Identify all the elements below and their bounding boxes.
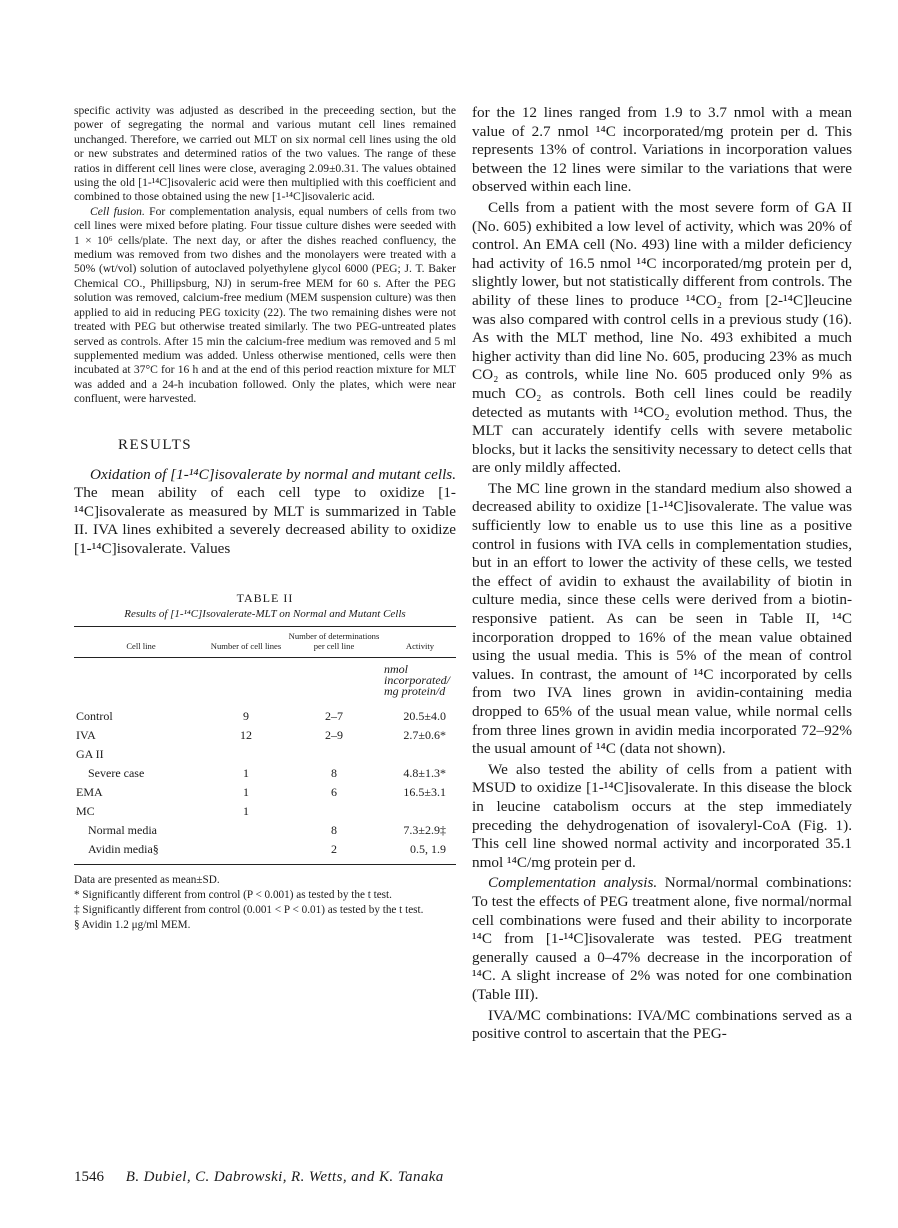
table-footnotes [74,873,456,932]
page-number: 1546 [74,1169,104,1185]
section-subheading: Oxidation of [1-¹⁴C]isovalerate by normal and mutant cells. [90,465,456,483]
row-lines: 1 [243,784,249,799]
body-paragraph: IVA/MC combinations: IVA/MC combinations served as a positive control to ascertain that the PEG- [472,1006,852,1043]
left-column [74,104,456,933]
row-label: GA II [76,746,104,761]
header-number-of-lines: Number of cell lines [210,640,282,651]
row-activity: 7.3±2.9‡ [403,822,446,837]
row-determinations: 8 [331,765,337,780]
table-title: Results of [1-¹⁴C]Isovalerate-MLT on Normal and Mutant Cells [124,607,406,620]
body-text: For complementation analysis, equal numbers of cells from two cell lines were mixed before plating. Four tissue culture dishes were seeded with 1 × 10⁶ cells/plate. The next day, or after the dishes reached confluency, the medium was removed from two dishes and the monolayers were treated with a 50% (wt/vol) solution of autoclaved polyethylene glycol 6000 (PEG; J. T. Baker Chemical CO., Phillipsburg, NJ) in serum-free MEM for 60 s. After the PEG solution was removed, calcium-free medium (MEM suspension culture) was then applied to aid in reducing PEG toxicity (22). The two remaining dishes were not treated with PEG but otherwise treated similarly. The two PEG-untreated plates served as controls. After 15 min the calcium-free medium was removed and 5 ml supplemented medium was added. Unless otherwise mentioned, cells were then incubated at 37°C for 16 h and at the end of this period reaction mixture for MLT was added and a 24-h incubation followed. Only the plates, which were near confluent, were harvested. [74,204,456,406]
complementation-paragraph [472,874,852,1004]
row-activity [384,802,456,821]
cell-fusion-paragraph [74,205,456,407]
body-paragraph: We also tested the ability of cells from a patient with MSUD to oxidize [1-¹⁴C]isovalerate. In this disease the block in leucine catabolism occurs at the step immediately preceding the dehydrogenation of isovaleryl-CoA (Fig. 1). This cell line showed normal activity and incorporated 35.1 nmol ¹⁴C/mg protein per d. [472,760,852,871]
row-label: Control [76,708,113,723]
row-label: EMA [76,784,103,799]
row-label: MC [76,803,95,818]
table-row [74,707,456,726]
row-activity: 20.5±4.0 [403,708,446,723]
row-determinations: 2 [284,840,384,865]
header-cell-line: Cell line [126,640,156,651]
row-label: Severe case [88,765,145,780]
row-label: Normal media [88,822,157,837]
row-activity: 0.5, 1.9 [384,840,456,865]
row-activity: 4.8±1.3* [403,765,446,780]
results-table [74,626,456,865]
table-row [74,783,456,802]
results-heading: RESULTS [118,436,193,453]
header-activity: Activity [405,640,435,651]
activity-unit: nmol incorporated/ mg protein/d [384,661,450,698]
page-footer [74,1169,854,1186]
row-lines [208,840,284,865]
table-row [74,745,456,764]
row-determinations [284,802,384,821]
body-text: The mean ability of each cell type to oxidize [1-¹⁴C]isovalerate as measured by MLT is summarized in Table II. IVA lines exhibited a severely decreased ability to oxidize [1-¹⁴C]isovalerate. Values [74,484,456,557]
row-lines: 9 [243,708,249,723]
body-paragraph: specific activity was adjusted as described in the preceeding section, but the power of segregating the normal and various mutant cell lines remained unchanged. Therefore, we carried out MLT on six normal cell lines using the old or new substrates and determined ratios of the two values. The range of these ratios in different cell lines were close, averaging 2.09±0.31. The values obtained using the old [1-¹⁴C]isovaleric acid were then multiplied with this coefficient and combined to those obtained using the new [1-¹⁴C]isovaleric acid. [74,104,456,204]
body-paragraph: The MC line grown in the standard medium also showed a decreased ability to oxidize [1-¹⁴C]isovalerate. The value was sufficiently low to enable us to use this line as a positive control in fusions with IVA cells in complementation studies, but in an effort to lower the activity of these cells, we tested the effect of avidin to exhaust the availability of biotin in culture media, since these cells were derived from a biotin-responsive patient. As can be seen in Table II, ¹⁴C incorporation dropped to 16% of the mean value obtained using the usual media. This is 5% of the mean of control values. In contrast, the amount of ¹⁴C incorporated by cells from two IVA lines grown in avidin-containing media dropped to 65% of the usual mean value, while normal cells from three lines grown in avidin media incorporated 72–92% the usual amount of ¹⁴C (data not shown). [472,479,852,758]
row-lines: 1 [243,803,249,818]
row-determinations [284,745,384,764]
row-label: Avidin media§ [74,840,208,865]
row-determinations: 2–9 [325,727,343,742]
row-activity [384,745,456,764]
right-column [472,104,852,1046]
row-determinations: 2–7 [325,708,343,723]
row-lines [208,745,284,764]
row-activity: 2.7±0.6* [403,727,446,742]
author-line: B. Dubiel, C. Dabrowski, R. Wetts, and K. Tanaka [125,1169,444,1185]
body-paragraph: for the 12 lines ranged from 1.9 to 3.7 nmol with a mean value of 2.7 nmol ¹⁴C incorporated/mg protein per d. This represents 13% of control. Variations in incorporation values between the 12 lines were similar to the variations that were observed within each line. [472,104,852,196]
row-determinations: 6 [331,784,337,799]
section-subheading: Cell fusion. [90,204,145,218]
row-determinations: 8 [331,822,337,837]
oxidation-paragraph [74,466,456,559]
table-row [74,840,456,865]
body-paragraph: Cells from a patient with the most severe form of GA II (No. 605) exhibited a low level of activity, which was 20% of control. An EMA cell (No. 493) line with a milder deficiency had activity of 16.5 nmol ¹⁴C incorporated/mg protein per d, slightly lower, but not statistically different from controls. The ability of these lines to produce ¹⁴CO₂ from [2-¹⁴C]leucine was also compared with control cells in a previous study (16). As with the MLT method, line No. 493 exhibited a much higher activity than did line No. 605, producing 23% as much CO₂ as controls, while line No. 605 produced only 9% as much CO₂ as controls. Both cell lines could be readily detected as mutants with ¹⁴CO₂ evolution method. Thus, the MLT can accurately identify cells with severe metabolic blocks, but it lacks the sensitivity necessary to detect cells that are only mildly affected. [472,198,852,477]
body-text: Normal/normal combinations: To test the effects of PEG treatment alone, five normal/normal cell combinations were fused and their ability to incorporate ¹⁴C from [1-¹⁴C]isovalerate was tested. PEG treatment generally caused a 0–47% decrease in the incorporation of ¹⁴C. A slight increase of 2% was noted for one combination (Table III). [472,874,852,1003]
table-label: TABLE II [236,590,294,605]
footnote: § Avidin 1.2 μg/ml MEM. [74,918,191,931]
table-row [74,764,456,783]
footnote: * Significantly different from control (P < 0.001) as tested by the t test. [74,888,392,901]
row-lines: 1 [243,765,249,780]
table-row [74,821,456,840]
row-activity: 16.5±3.1 [403,784,446,799]
row-label: IVA [76,727,96,742]
table-row [74,726,456,745]
row-lines [208,821,284,840]
row-lines: 12 [240,727,252,742]
header-determinations: Number of determinations per cell line [288,630,380,651]
footnote: ‡ Significantly different from control (0.001 < P < 0.01) as tested by the t test. [74,903,424,916]
section-subheading: Complementation analysis. [488,874,658,892]
footnote: Data are presented as mean±SD. [74,873,220,886]
table-row [74,802,456,821]
